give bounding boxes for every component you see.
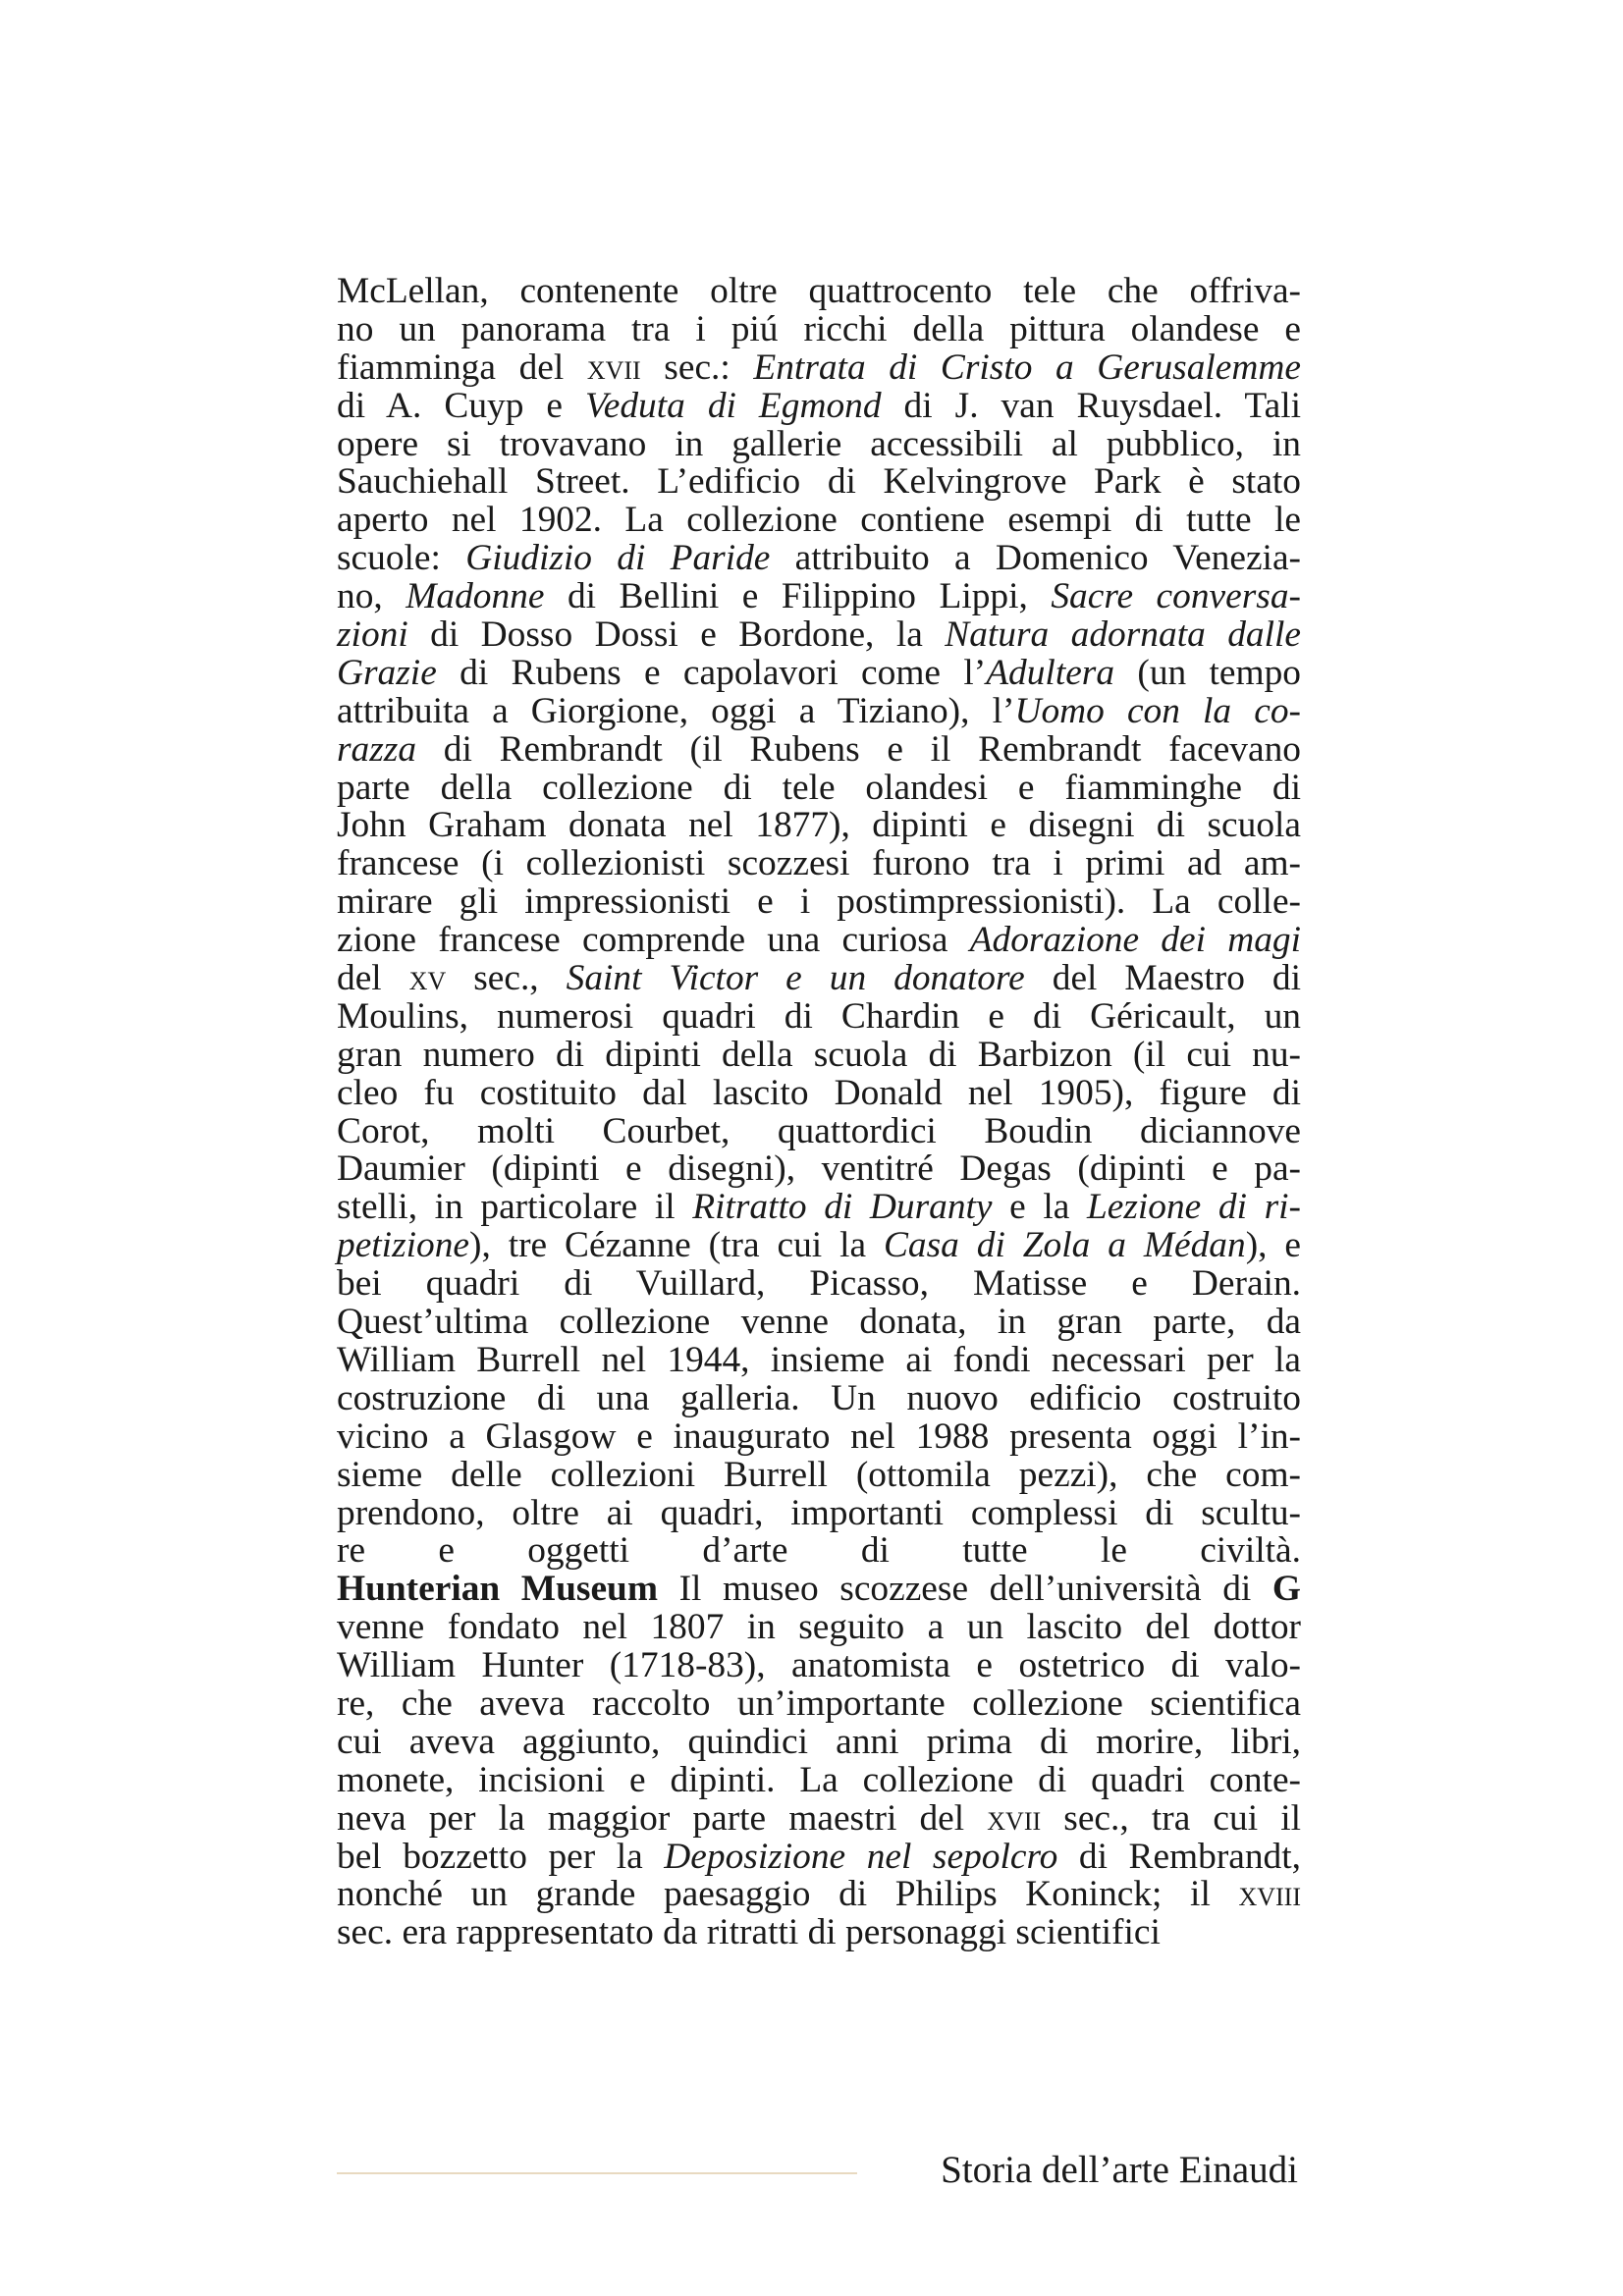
text-segment: Lezione di ri- [1086,1187,1301,1228]
text-line [337,540,1301,578]
text-segment: Quest’ultima collezione venne donata, in gran parte, da [337,1302,1301,1343]
text-segment: xvii [586,347,641,388]
footer-rule [337,2172,857,2174]
text-line [337,922,1301,960]
text-segment: parte della collezione di tele olandesi e fiamminghe di [337,767,1301,808]
text-segment: stelli, in particolare il [337,1187,693,1228]
text-line [337,1377,1301,1418]
text-line [337,690,1301,731]
text-segment: razza [337,728,417,770]
text-line [337,1571,1301,1609]
text-segment: Veduta di Egmond [585,385,882,426]
text-segment: xv [408,958,447,999]
text-segment: gran numero di dipinti della scuola di Barbizon (il cui nu- [337,1034,1301,1075]
text-segment: mirare gli impressionisti e i postimpressionisti). La colle- [337,881,1301,923]
text-segment: xviii [1238,1874,1301,1915]
text-line [337,1836,1301,1877]
text-line [337,463,1301,502]
text-line [337,1150,1301,1189]
text-segment: petizione [337,1225,469,1266]
text-segment: di Dosso Dossi e Bordone, la [407,614,946,656]
text-line [337,1532,1301,1571]
text-segment: zioni [337,614,408,656]
text-segment: Il museo scozzese dell’università di [657,1569,1272,1610]
text-segment: e la [992,1187,1087,1228]
text-line [337,960,1301,998]
text-line [337,883,1301,922]
text-line [337,1721,1301,1762]
text-segment: monete, incisioni e dipinti. La collezione di quadri conte- [337,1759,1301,1800]
text-segment: William Burrell nel 1944, insieme ai fondi necessari per la [337,1339,1301,1380]
text-segment: John Graham donata nel 1877), dipinti e disegni di scuola [337,805,1301,846]
text-segment: Ritratto di Duranty [692,1187,993,1228]
text-segment: venne fondato nel 1807 in seguito a un lascito del dottor [337,1607,1301,1648]
text-segment: Hunterian Museum [337,1569,658,1610]
text-segment: Grazie [337,652,437,693]
text-segment: di Rembrandt, [1057,1836,1301,1877]
text-line [337,652,1302,693]
text-segment: Daumier (dipinti e disegni), ventitré Degas (dipinti e pa- [337,1148,1301,1190]
text-segment: di Rembrandt (il Rubens e il Rembrandt facevano [416,728,1301,770]
text-segment: nonché un grande paesaggio di Philips Koninck; il [337,1874,1239,1915]
text-segment: cui aveva aggiunto, quindici anni prima di morire, libri, [337,1721,1301,1762]
text-segment: attribuito a Domenico Venezia- [770,538,1301,579]
text-segment: Sacre conversa- [1051,576,1301,617]
text-line [337,1492,1301,1533]
text-segment: (un tempo [1114,652,1302,693]
text-segment: francese (i collezionisti scozzesi furono tra i primi ad am- [337,843,1301,884]
text-line [337,273,1301,311]
text-segment: re e oggetti d’arte di tutte le civiltà. [337,1530,1301,1572]
text-line [337,807,1301,845]
text-line [337,308,1301,349]
text-line [337,1759,1301,1800]
text-segment: xvii [987,1797,1042,1839]
text-segment: Giudizio di Paride [465,538,771,579]
text-segment: neva per la maggior parte maestri del [337,1797,988,1839]
text-line [337,1265,1301,1304]
text-line [337,1110,1301,1151]
text-segment: cleo fu costituito dal lascito Donald nel 1905), figure di [337,1072,1301,1113]
text-segment: G [1271,1569,1302,1610]
text-segment: sec., tra cui il [1041,1797,1301,1839]
text-line [337,423,1301,464]
text-segment: zione francese comprende una curiosa [337,920,970,961]
text-segment: Entrata di Cristo a Gerusalemme [753,347,1301,388]
text-segment: ), tre Cézanne (tra cui la [469,1225,884,1266]
text-segment: del Maestro di [1024,958,1302,999]
body-text [337,273,1301,1952]
text-segment: Adultera [986,652,1115,693]
text-segment: fiamminga del [337,347,587,388]
text-segment: di A. Cuyp e [337,385,586,426]
text-line [337,1914,1301,1952]
text-segment: Natura adornata dalle [945,614,1301,656]
text-line [337,1454,1301,1495]
text-segment: Sauchiehall Street. L’edificio di Kelvingrove Park è stato [337,461,1301,503]
text-line [337,1034,1301,1075]
text-segment: no un panorama tra i piú ricchi della pittura olandese e [337,308,1301,349]
text-segment: vicino a Glasgow e inaugurato nel 1988 presenta oggi l’in- [337,1415,1301,1457]
text-segment: Moulins, numerosi quadri di Chardin e di Géricault, un [337,995,1301,1037]
text-line [337,1647,1301,1685]
text-segment: prendono, oltre ai quadri, importanti complessi di scultu- [337,1492,1301,1533]
text-line [337,578,1301,616]
text-segment: opere si trovavano in gallerie accessibili al pubblico, in [337,423,1301,464]
text-line [337,1797,1301,1839]
text-segment: bei quadri di Vuillard, Picasso, Matisse e Derain. [337,1263,1301,1305]
text-segment: sec.: [640,347,754,388]
text-segment: Adorazione dei magi [969,920,1301,961]
text-line [337,845,1301,883]
text-segment: del [337,958,409,999]
text-line [337,616,1301,655]
text-segment: di Rubens e capolavori come l’ [436,652,987,693]
text-line [337,1415,1301,1457]
text-segment: costruzione di una galleria. Un nuovo edificio costruito [337,1377,1301,1418]
text-line [337,1609,1301,1647]
text-line [337,385,1301,426]
text-segment: sec., [446,958,567,999]
text-line [337,1339,1301,1380]
text-line [337,1072,1301,1113]
text-segment: di Bellini e Filippino Lippi, [544,576,1052,617]
text-line [337,1304,1301,1342]
text-line [337,1876,1301,1914]
text-line [337,995,1301,1037]
text-line [337,728,1301,770]
text-line [337,349,1301,388]
text-segment: Corot, molti Courbet, quattordici Boudin diciannove [337,1110,1301,1151]
text-segment: McLellan, contenente oltre quattrocento tele che offriva- [337,271,1301,311]
text-line [337,502,1301,540]
text-segment: di J. van Ruysdael. Tali [881,385,1301,426]
footer-title: Storia dell’arte Einaudi [941,2149,1298,2191]
text-segment: no, [337,576,406,617]
text-line [337,1682,1301,1724]
text-line [337,767,1301,808]
text-segment: re, che aveva raccolto un’importante collezione scientifica [337,1682,1301,1724]
text-line [337,1189,1301,1227]
text-segment: Madonne [406,576,545,617]
text-segment: sec. era rappresentato da ritratti di personaggi scientifici [337,1912,1161,1953]
text-segment: attribuita a Giorgione, oggi a Tiziano), l’ [337,690,1015,731]
text-segment: Saint Victor e un donatore [566,958,1025,999]
text-segment: aperto nel 1902. La collezione contiene esempi di tutte le [337,500,1301,541]
text-segment: scuole: [337,538,466,579]
text-segment: Deposizione nel sepolcro [664,1836,1058,1877]
text-segment: Uomo con la co- [1014,690,1301,731]
text-segment: Casa di Zola a Médan [883,1225,1246,1266]
text-segment: ), e [1245,1225,1301,1266]
text-line [337,1227,1301,1265]
text-segment: William Hunter (1718-83), anatomista e ostetrico di valo- [337,1645,1301,1686]
text-segment: bel bozzetto per la [337,1836,665,1877]
text-segment: sieme delle collezioni Burrell (ottomila pezzi), che com- [337,1454,1301,1495]
